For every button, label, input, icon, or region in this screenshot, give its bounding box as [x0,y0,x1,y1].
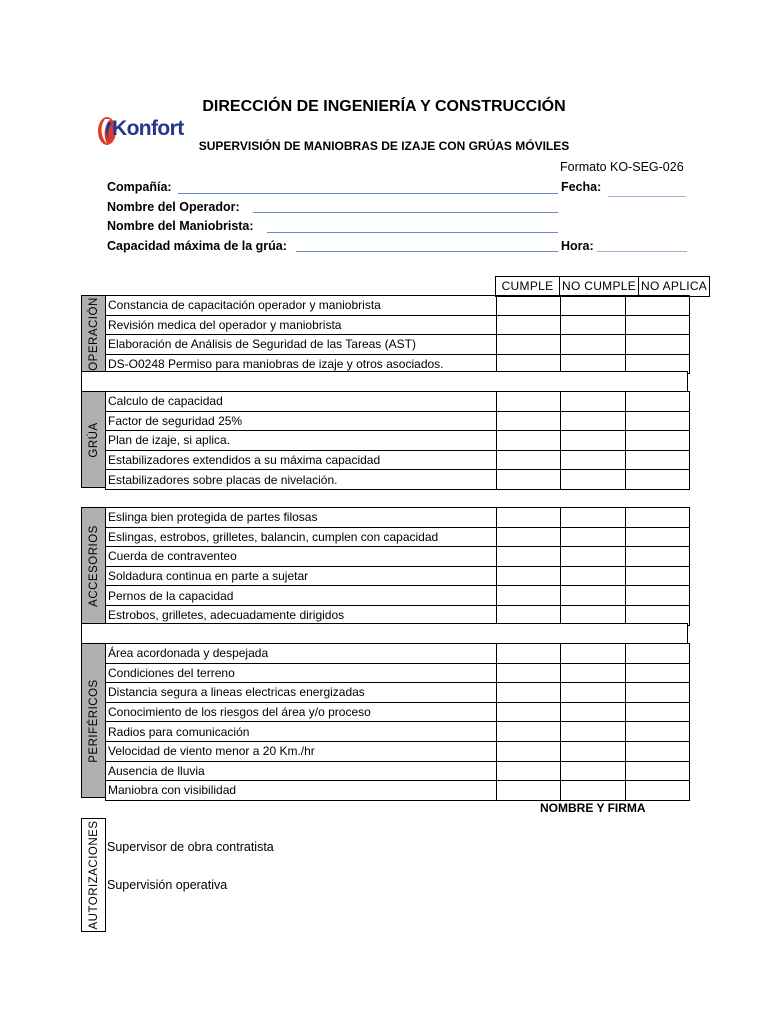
check-no-cumple[interactable] [561,508,626,528]
section-operacion-label: OPERACIÓN [81,295,106,372]
item-label: Área acordonada y despejada [106,644,497,664]
check-cumple[interactable] [497,470,561,490]
page-title: DIRECCIÓN DE INGENIERÍA Y CONSTRUCCIÓN [202,98,566,115]
check-no-cumple[interactable] [561,683,626,703]
check-no-aplica[interactable] [626,586,690,606]
check-cumple[interactable] [497,644,561,664]
date-label: Fecha: [561,180,602,194]
check-no-aplica[interactable] [626,527,690,547]
check-no-aplica[interactable] [626,547,690,567]
item-label: Radios para comunicación [106,722,497,742]
check-cumple[interactable] [497,781,561,801]
time-label: Hora: [561,239,594,253]
item-label: Eslinga bien protegida de partes filosas [106,508,497,528]
check-no-cumple[interactable] [561,470,626,490]
table-row [106,450,690,470]
item-label: DS-O0248 Permiso para maniobras de izaje y otros asociados. [106,354,497,374]
supervisor-contractor-label: Supervisor de obra contratista [107,840,274,854]
table-row [106,702,690,722]
section-perifericos-label: PERIFÉRICOS [81,643,106,798]
check-no-aplica[interactable] [626,722,690,742]
form-code: Formato KO-SEG-026 [560,160,684,174]
check-no-cumple[interactable] [561,566,626,586]
signature-header: NOMBRE Y FIRMA [540,801,646,815]
check-cumple[interactable] [497,431,561,451]
check-no-cumple[interactable] [561,296,626,316]
check-cumple[interactable] [497,683,561,703]
check-no-cumple[interactable] [561,663,626,683]
check-no-cumple[interactable] [561,411,626,431]
check-no-cumple[interactable] [561,741,626,761]
check-cumple[interactable] [497,315,561,335]
table-row [106,315,690,335]
check-cumple[interactable] [497,527,561,547]
check-cumple[interactable] [497,296,561,316]
check-no-cumple[interactable] [561,392,626,412]
item-label: Cuerda de contraventeo [106,547,497,567]
check-cumple[interactable] [497,741,561,761]
check-no-aplica[interactable] [626,761,690,781]
section-accesorios-label: ACCESORIOS [81,507,106,624]
col-no-cumple: NO CUMPLE [560,277,639,297]
item-label: Condiciones del terreno [106,663,497,683]
section-perifericos-table [105,643,690,801]
check-no-aplica[interactable] [626,508,690,528]
item-label: Revisión medica del operador y maniobrista [106,315,497,335]
check-no-aplica[interactable] [626,296,690,316]
section-grua-label: GRÚA [81,391,106,488]
table-row [106,508,690,528]
item-label: Estabilizadores extendidos a su máxima capacidad [106,450,497,470]
table-row [106,296,690,316]
authorizations-label: AUTORIZACIONES [81,818,106,932]
item-label: Estrobos, grilletes, adecuadamente dirigidos [106,605,497,625]
col-no-aplica: NO APLICA [639,277,710,297]
item-label: Velocidad de viento menor a 20 Km./hr [106,741,497,761]
check-cumple[interactable] [497,392,561,412]
check-no-cumple[interactable] [561,722,626,742]
check-cumple[interactable] [497,761,561,781]
table-row [106,411,690,431]
table-row [106,781,690,801]
check-no-cumple[interactable] [561,702,626,722]
table-row [106,470,690,490]
date-input-line[interactable] [608,196,686,197]
check-cumple[interactable] [497,566,561,586]
item-label: Calculo de capacidad [106,392,497,412]
check-cumple[interactable] [497,335,561,355]
check-no-aplica[interactable] [626,566,690,586]
table-row [106,547,690,567]
item-label: Plan de izaje, si aplica. [106,431,497,451]
check-cumple[interactable] [497,702,561,722]
item-label: Pernos de la capacidad [106,586,497,606]
item-label: Conocimiento de los riesgos del área y/o proceso [106,702,497,722]
item-label: Distancia segura a lineas electricas energizadas [106,683,497,703]
check-no-aplica[interactable] [626,702,690,722]
check-no-aplica[interactable] [626,450,690,470]
check-no-aplica[interactable] [626,431,690,451]
table-row [106,566,690,586]
item-label: Constancia de capacitación operador y maniobrista [106,296,497,316]
check-no-aplica[interactable] [626,470,690,490]
table-row [106,431,690,451]
form-subtitle: SUPERVISIÓN DE MANIOBRAS DE IZAJE CON GRÚAS MÓVILES [198,139,570,153]
operative-supervision-label: Supervisión operativa [107,878,228,892]
rigger-input-line[interactable] [267,232,558,233]
table-row [106,527,690,547]
check-no-aplica[interactable] [626,644,690,664]
check-cumple[interactable] [497,586,561,606]
section-operacion-table [105,295,690,374]
item-label: Ausencia de lluvia [106,761,497,781]
section-accesorios-table [105,507,690,626]
check-cumple[interactable] [497,508,561,528]
logo-text: Konfort [112,117,184,140]
spacer-row [81,371,688,392]
table-row [106,722,690,742]
check-cumple[interactable] [497,663,561,683]
item-label: Soldadura continua en parte a sujetar [106,566,497,586]
check-no-aplica[interactable] [626,392,690,412]
table-row [106,586,690,606]
rigger-label: Nombre del Maniobrista: [107,219,254,233]
table-row [106,644,690,664]
check-no-aplica[interactable] [626,781,690,801]
item-label: Estabilizadores sobre placas de nivelación. [106,470,497,490]
check-no-cumple[interactable] [561,586,626,606]
check-no-cumple[interactable] [561,644,626,664]
time-input-line[interactable] [597,251,687,252]
item-label: Elaboración de Análisis de Seguridad de las Tareas (AST) [106,335,497,355]
check-no-cumple[interactable] [561,431,626,451]
check-no-cumple[interactable] [561,315,626,335]
item-label: Factor de seguridad 25% [106,411,497,431]
spacer-row [81,623,688,644]
table-row [106,392,690,412]
check-no-cumple[interactable] [561,527,626,547]
check-cumple[interactable] [497,722,561,742]
item-label: Eslingas, estrobos, grilletes, balancin, cumplen con capacidad [106,527,497,547]
check-no-aplica[interactable] [626,335,690,355]
check-cumple[interactable] [497,450,561,470]
check-no-cumple[interactable] [561,781,626,801]
capacity-input-line[interactable] [296,251,558,252]
check-no-aplica[interactable] [626,315,690,335]
company-label: Compañía: [107,180,172,194]
capacity-label: Capacidad máxima de la grúa: [107,239,287,253]
table-row [106,663,690,683]
section-grua-table [105,391,690,490]
check-no-aplica[interactable] [626,663,690,683]
operator-input-line[interactable] [253,212,558,213]
table-row [106,761,690,781]
company-input-line[interactable] [178,193,558,194]
table-row [106,683,690,703]
check-no-aplica[interactable] [626,683,690,703]
check-no-aplica[interactable] [626,411,690,431]
column-header-row [495,276,710,297]
check-no-cumple[interactable] [561,335,626,355]
check-no-cumple[interactable] [561,761,626,781]
item-label: Maniobra con visibilidad [106,781,497,801]
check-cumple[interactable] [497,547,561,567]
table-row [106,741,690,761]
operator-label: Nombre del Operador: [107,200,240,214]
check-no-cumple[interactable] [561,450,626,470]
table-row [106,335,690,355]
check-cumple[interactable] [497,411,561,431]
check-no-cumple[interactable] [561,547,626,567]
check-no-aplica[interactable] [626,741,690,761]
col-cumple: CUMPLE [496,277,560,297]
